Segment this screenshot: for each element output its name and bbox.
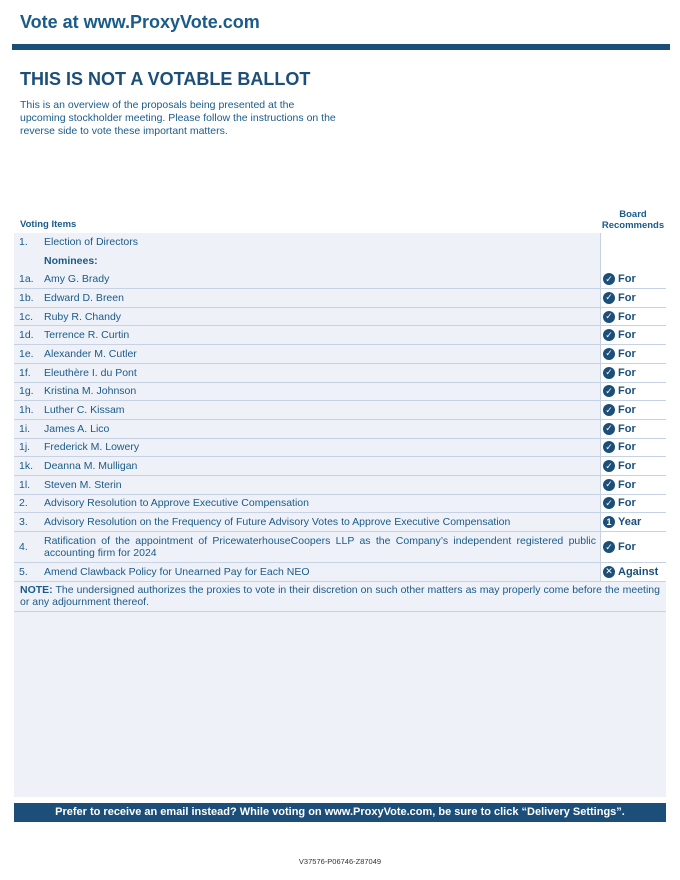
recommendation-cell <box>600 476 666 494</box>
item-number: 2. <box>19 497 28 510</box>
item-label: Ratification of the appointment of PricewaterhouseCoopers LLP as the Company’s independent registered public accounting firm for 2024 <box>44 535 596 559</box>
table-row <box>14 495 666 514</box>
table-row <box>14 383 666 402</box>
recommendation-value: For <box>618 404 636 417</box>
recommendation-cell <box>600 532 666 562</box>
header-divider <box>12 44 670 50</box>
recommendation-value: Year <box>618 516 642 529</box>
item-label: James A. Lico <box>44 422 110 435</box>
recommendation-cell <box>600 563 666 581</box>
item-number: 1k. <box>19 460 34 473</box>
check-icon: ✓ <box>603 423 615 435</box>
table-row <box>14 308 666 327</box>
item-label: Terrence R. Curtin <box>44 329 130 342</box>
item-label: Deanna M. Mulligan <box>44 460 138 473</box>
ballot-intro: This is an overview of the proposals being presented at the upcoming stockholder meeting. Please follow the instructions on the reverse side to vote these important matters. <box>20 99 336 137</box>
table-row <box>14 401 666 420</box>
item-label: Steven M. Sterin <box>44 478 122 491</box>
recommendation-cell <box>600 383 666 401</box>
check-icon: ✓ <box>603 541 615 553</box>
recommendation-cell <box>600 439 666 457</box>
recommendation-value: For <box>618 385 636 398</box>
note <box>14 582 666 612</box>
recommendation-value: For <box>618 310 636 323</box>
recommendation-value: For <box>618 541 636 553</box>
check-icon: ✓ <box>603 497 615 509</box>
election-row <box>14 233 666 252</box>
item-number: 1f. <box>19 366 31 379</box>
recommendation-value: Against <box>618 565 659 578</box>
nominees-row <box>14 252 666 271</box>
item-number: 5. <box>19 565 28 578</box>
item-number: 1j. <box>19 441 31 454</box>
item-label: Frederick M. Lowery <box>44 441 140 454</box>
recommendation-value: For <box>618 273 636 286</box>
item-number: 1b. <box>19 291 34 304</box>
table-row <box>14 270 666 289</box>
table-row <box>14 289 666 308</box>
item-label: Ruby R. Chandy <box>44 310 122 323</box>
table-row <box>14 457 666 476</box>
recommendation-cell <box>600 289 666 307</box>
column-header-board-line2: Recommends <box>601 220 665 231</box>
note-lead: NOTE: <box>20 584 53 596</box>
table-row <box>14 513 666 532</box>
one-icon: 1 <box>603 516 615 528</box>
item-number: 1h. <box>19 404 34 417</box>
item-rows <box>14 270 666 581</box>
recommendation-cell <box>600 457 666 475</box>
table-row <box>14 563 666 582</box>
recommendation-cell <box>600 513 666 531</box>
item-label: Edward D. Breen <box>44 291 124 304</box>
document-code: V37576-P06746-Z87049 <box>298 857 382 866</box>
item-number: 1l. <box>19 478 31 491</box>
table-row <box>14 439 666 458</box>
item-label: Kristina M. Johnson <box>44 385 137 398</box>
check-icon: ✓ <box>603 273 615 285</box>
check-icon: ✓ <box>603 292 615 304</box>
nominees-label: Nominees: <box>44 255 98 268</box>
table-row <box>14 364 666 383</box>
recommendation-value: For <box>618 366 636 379</box>
table-row <box>14 476 666 495</box>
recommendation-cell <box>600 420 666 438</box>
item-number: 1e. <box>19 347 34 360</box>
item-number: 4. <box>19 541 28 553</box>
header-title: Vote at www.ProxyVote.com <box>20 12 260 32</box>
item-label: Eleuthère I. du Pont <box>44 366 137 379</box>
item-number: 1c. <box>19 310 34 323</box>
recommendation-value: For <box>618 478 636 491</box>
recommendation-value: For <box>618 460 636 473</box>
note-text: The undersigned authorizes the proxies to vote in their discretion on such other matters as may properly come before the meeting or any adjournment thereof. <box>20 584 660 608</box>
recommendation-cell <box>600 308 666 326</box>
check-icon: ✓ <box>603 311 615 323</box>
column-header-board-recommends <box>598 209 668 231</box>
check-icon: ✓ <box>603 385 615 397</box>
recommendation-value: For <box>618 497 636 510</box>
recommendation-cell <box>600 345 666 363</box>
item-label: Advisory Resolution on the Frequency of Future Advisory Votes to Approve Executive Compensation <box>44 516 511 529</box>
item-label: Advisory Resolution to Approve Executive Compensation <box>44 497 309 510</box>
table-row <box>14 532 666 563</box>
recommendation-value: For <box>618 329 636 342</box>
x-icon: ✕ <box>603 566 615 578</box>
check-icon: ✓ <box>603 404 615 416</box>
item-number: 1i. <box>19 422 31 435</box>
check-icon: ✓ <box>603 329 615 341</box>
check-icon: ✓ <box>603 479 615 491</box>
recommendation-cell <box>600 401 666 419</box>
column-header-voting-items: Voting Items <box>20 219 77 230</box>
voting-items-table <box>14 233 666 582</box>
item-number: 1d. <box>19 329 34 342</box>
recommendation-cell-empty <box>600 252 666 271</box>
item-number: 1a. <box>19 273 34 286</box>
check-icon: ✓ <box>603 441 615 453</box>
email-delivery-banner: Prefer to receive an email instead? While voting on www.ProxyVote.com, be sure to click “Delivery Settings”. <box>14 803 666 822</box>
check-icon: ✓ <box>603 348 615 360</box>
ballot-title: THIS IS NOT A VOTABLE BALLOT <box>20 69 311 89</box>
item-number: 1g. <box>19 385 34 398</box>
recommendation-cell <box>600 364 666 382</box>
item-label: Election of Directors <box>44 236 138 249</box>
check-icon: ✓ <box>603 367 615 379</box>
table-row <box>14 345 666 364</box>
table-row <box>14 326 666 345</box>
item-number: 1. <box>19 236 28 249</box>
recommendation-value: For <box>618 422 636 435</box>
recommendation-value: For <box>618 291 636 304</box>
recommendation-cell-empty <box>600 233 666 252</box>
item-label: Amy G. Brady <box>44 273 110 286</box>
column-header-board-line1: Board <box>619 209 647 220</box>
recommendation-value: For <box>618 441 636 454</box>
item-label: Amend Clawback Policy for Unearned Pay for Each NEO <box>44 565 310 578</box>
recommendation-cell <box>600 326 666 344</box>
table-row <box>14 420 666 439</box>
item-number: 3. <box>19 516 28 529</box>
recommendation-cell <box>600 495 666 513</box>
item-label: Luther C. Kissam <box>44 404 125 417</box>
check-icon: ✓ <box>603 460 615 472</box>
item-label: Alexander M. Cutler <box>44 347 137 360</box>
recommendation-value: For <box>618 347 636 360</box>
recommendation-cell <box>600 270 666 288</box>
